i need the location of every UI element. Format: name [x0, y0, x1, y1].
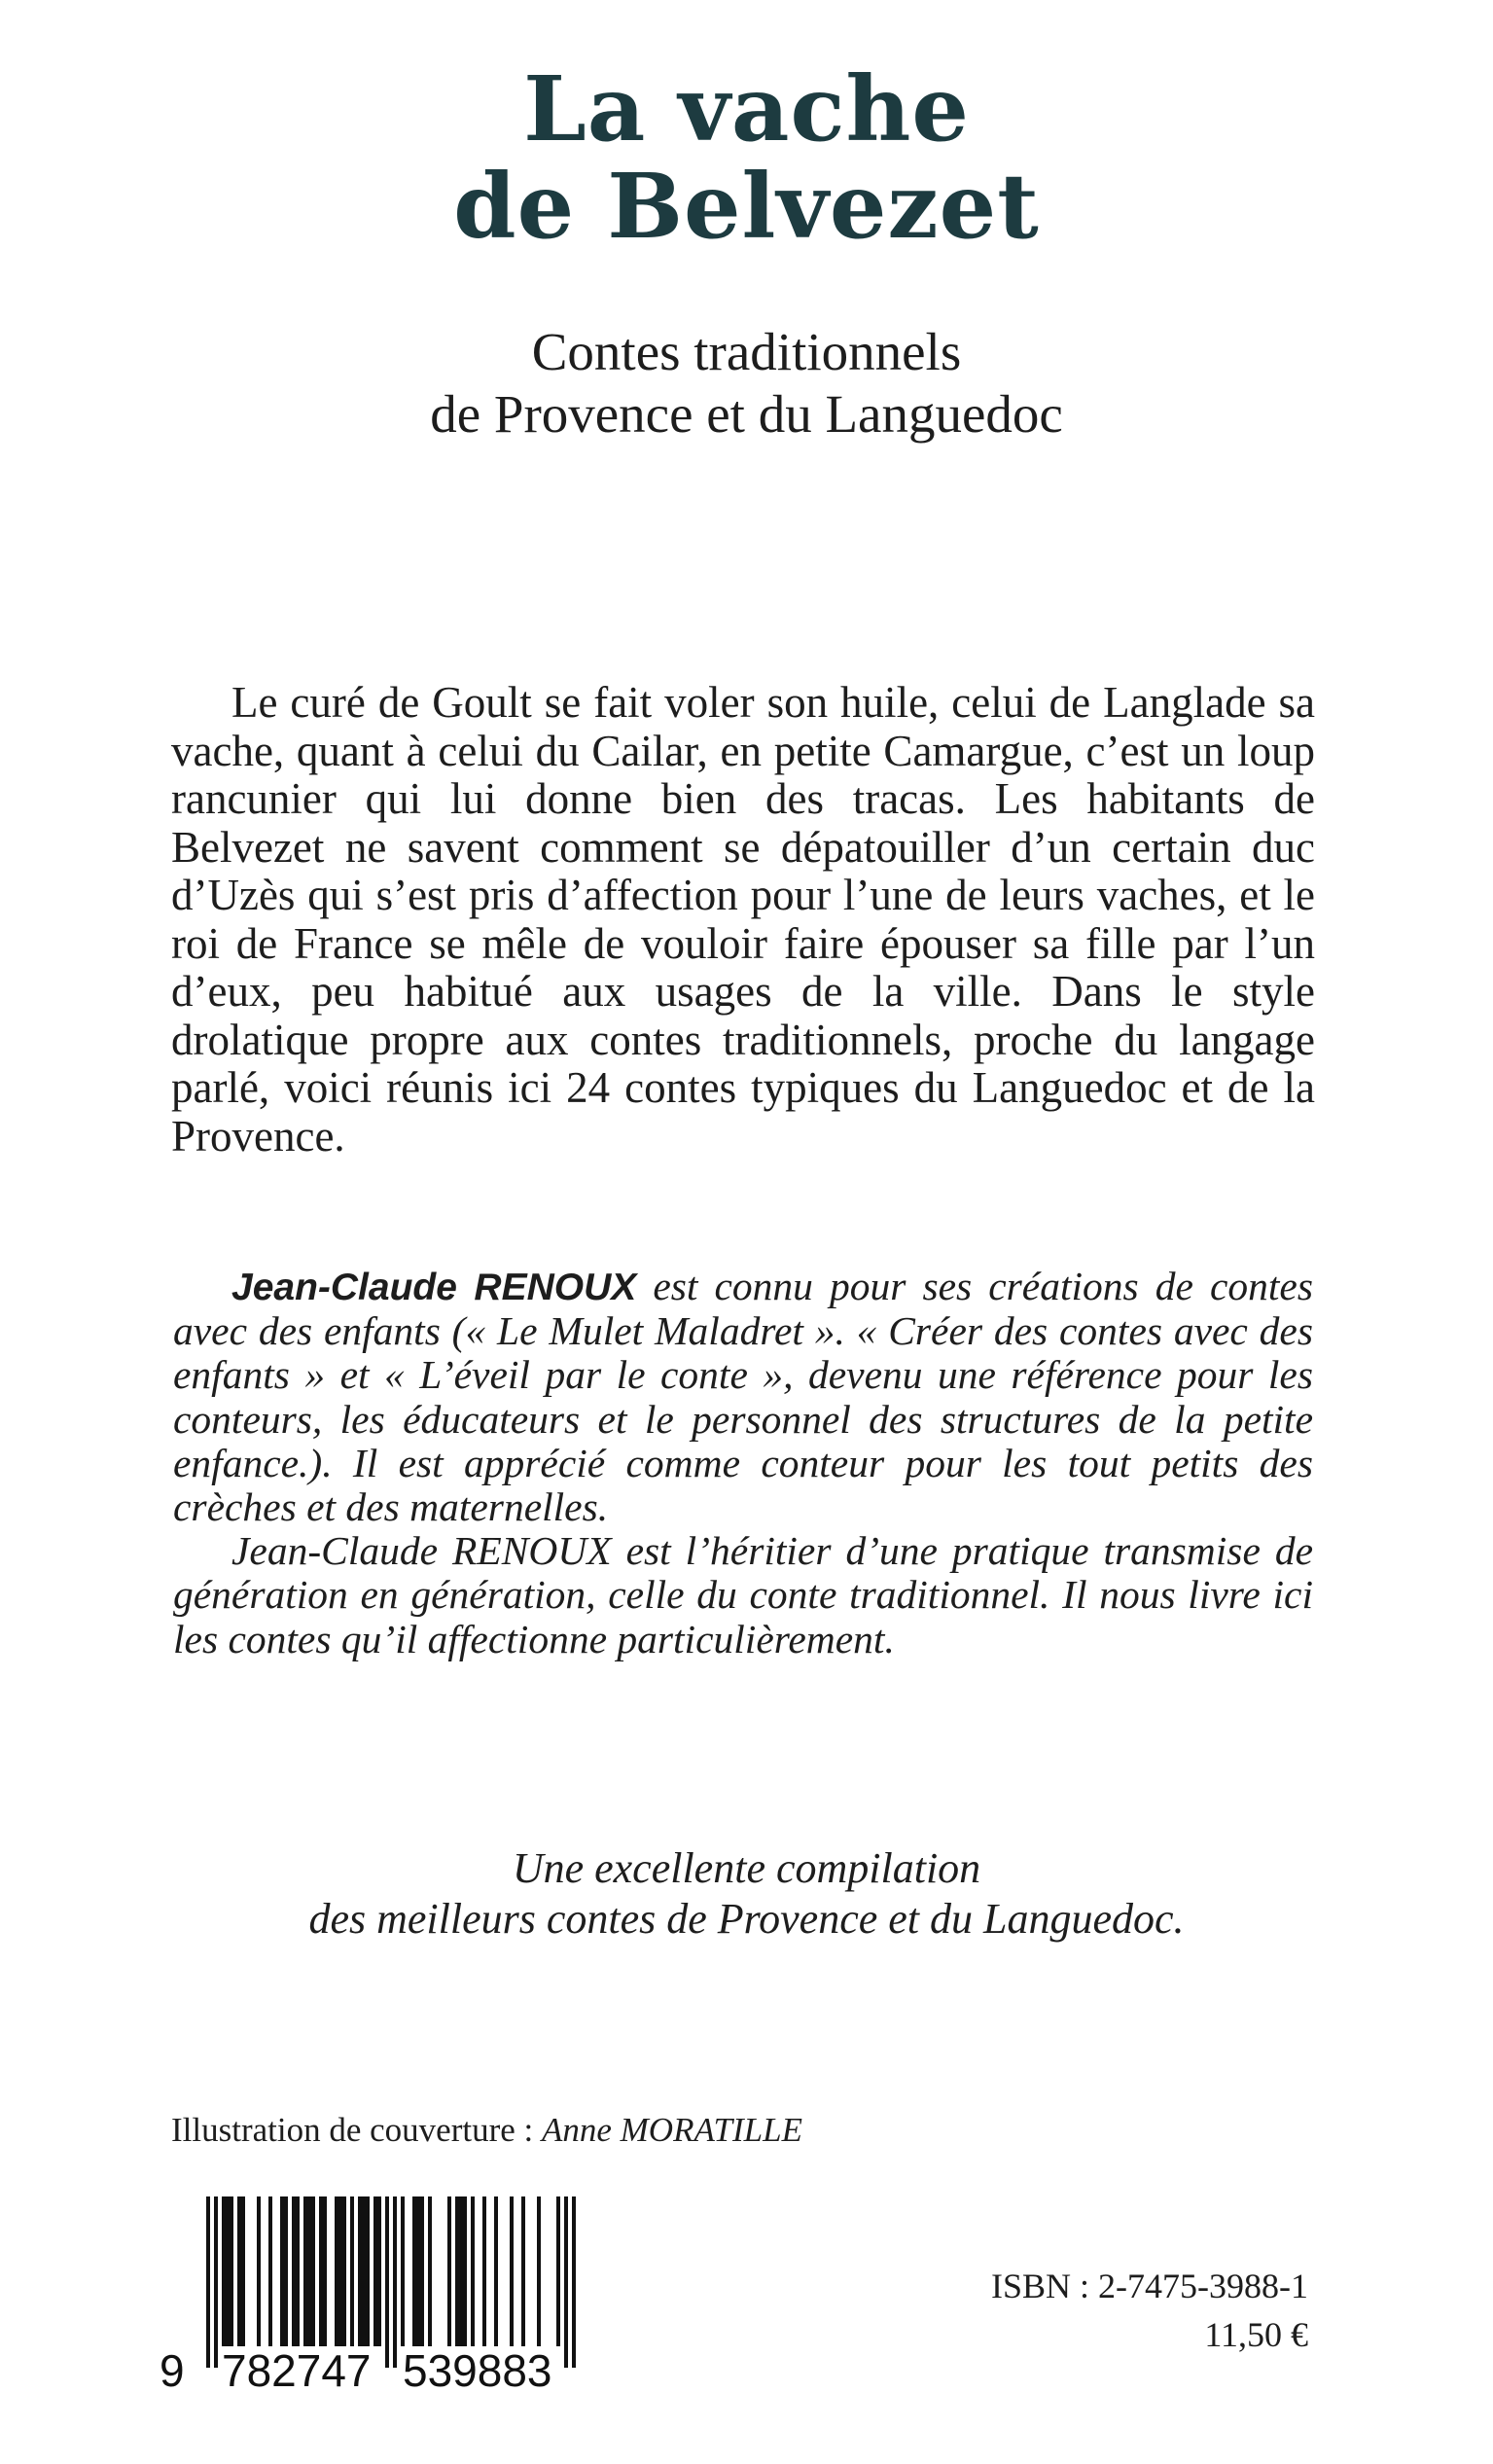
- barcode-bar: [428, 2196, 432, 2346]
- barcode: [160, 2196, 622, 2396]
- illustration-credit-label: Illustration de couverture :: [171, 2111, 542, 2149]
- barcode-bar: [335, 2196, 338, 2346]
- book-title-line-2: de Belvezet: [453, 154, 1040, 259]
- barcode-bar: [447, 2196, 451, 2346]
- author-bio-paragraph-2: Jean-Claude RENOUX est l’héritier d’une pratique transmise de génération en génération, celle du conte traditionnel. Il nous livre ici les contes qu’il affectionne particulièrement.: [173, 1528, 1313, 1661]
- barcode-bar: [323, 2196, 327, 2346]
- barcode-bar: [338, 2196, 342, 2346]
- barcode-bar: [412, 2196, 416, 2346]
- barcode-bar: [241, 2196, 245, 2346]
- barcode-guard-bar: [385, 2196, 389, 2368]
- barcode-bar: [401, 2196, 405, 2346]
- author-bio: [173, 1265, 1313, 1661]
- barcode-bar: [377, 2196, 381, 2346]
- barcode-guard-bar: [206, 2196, 210, 2368]
- barcode-bar: [280, 2196, 284, 2346]
- barcode-bar: [463, 2196, 467, 2346]
- barcode-bar: [350, 2196, 354, 2346]
- barcode-bar: [510, 2196, 514, 2346]
- illustration-credit: [171, 2111, 802, 2150]
- illustration-artist: Anne MORATILLE: [541, 2111, 802, 2149]
- barcode-bar: [420, 2196, 424, 2346]
- barcode-bar: [459, 2196, 463, 2346]
- barcode-bar: [237, 2196, 241, 2346]
- barcode-bar: [296, 2196, 300, 2346]
- barcode-bar: [230, 2196, 233, 2346]
- barcode-bar: [537, 2196, 541, 2346]
- book-title: [0, 56, 1493, 259]
- barcode-bar: [292, 2196, 296, 2346]
- barcode-guard-bar: [572, 2196, 576, 2368]
- barcode-bar: [556, 2196, 560, 2346]
- barcode-guard-bar: [393, 2196, 397, 2368]
- barcode-bar: [303, 2196, 307, 2346]
- tagline-line-2: des meilleurs contes de Provence et du Languedoc.: [308, 1895, 1185, 1943]
- barcode-bar: [482, 2196, 486, 2346]
- tagline: [0, 1843, 1493, 1945]
- barcode-bar: [366, 2196, 370, 2346]
- book-subtitle: [0, 321, 1493, 446]
- barcode-bar: [342, 2196, 346, 2346]
- barcode-bar: [455, 2196, 459, 2346]
- barcode-bar: [311, 2196, 315, 2346]
- barcode-bar: [373, 2196, 377, 2346]
- author-bio-paragraph-1: [173, 1265, 1313, 1529]
- isbn: ISBN : 2-7475-3988-1: [991, 2267, 1308, 2305]
- barcode-bar: [319, 2196, 323, 2346]
- barcode-bar: [362, 2196, 366, 2346]
- barcode-bar: [471, 2196, 475, 2346]
- book-summary: Le curé de Goult se fait voler son huile, celui de Langlade sa vache, quant à celui du Cailar, en petite Camargue, c’est un loup rancunier qui lui donne bien des tracas. Les habitants de Belvezet ne savent comment se dépatouiller d’un certain duc d’Uzès qui s’est pris d’affection pour l’une de leurs vaches, et le roi de France se mêle de vouloir faire épouser sa fille par l’un d’eux, peu habitué aux usages de la ville. Dans le style drolatique propre aux contes traditionnels, proche du langage parlé, voici réunis ici 24 contes typiques du Languedoc et de la Provence.: [171, 678, 1315, 1161]
- barcode-left-digits: 782747: [222, 2345, 372, 2396]
- barcode-bar: [521, 2196, 525, 2346]
- book-subtitle-line-2: de Provence et du Languedoc: [430, 384, 1063, 444]
- barcode-bar: [416, 2196, 420, 2346]
- barcode-first-digit: 9: [160, 2345, 185, 2396]
- barcode-guard-bar: [214, 2196, 218, 2368]
- barcode-bar: [222, 2196, 226, 2346]
- price: 11,50 €: [1204, 2315, 1308, 2354]
- author-bio-paragraph-1-text: est connu pour ses créations de contes avec des enfants (« Le Mulet Maladret ». « Créer des contes avec des enfants » et « L’éveil par le conte », devenu une référence pour les conteurs, les éducateurs et le personnel des structures de la petite enfance.). Il est apprécié comme conteur pour les tout petits des crèches et des maternelles.: [173, 1264, 1313, 1530]
- book-title-line-1: La vache: [523, 56, 970, 161]
- barcode-bar: [284, 2196, 288, 2346]
- author-name: Jean-Claude RENOUX: [231, 1267, 637, 1308]
- barcode-bar: [307, 2196, 311, 2346]
- tagline-line-1: Une excellente compilation: [512, 1844, 981, 1892]
- barcode-bar: [358, 2196, 362, 2346]
- book-subtitle-line-1: Contes traditionnels: [531, 322, 962, 381]
- barcode-right-digits: 539883: [403, 2345, 552, 2396]
- barcode-bar: [226, 2196, 230, 2346]
- barcode-bar: [257, 2196, 261, 2346]
- barcode-guard-bar: [564, 2196, 568, 2368]
- barcode-bar: [494, 2196, 498, 2346]
- barcode-bar: [268, 2196, 272, 2346]
